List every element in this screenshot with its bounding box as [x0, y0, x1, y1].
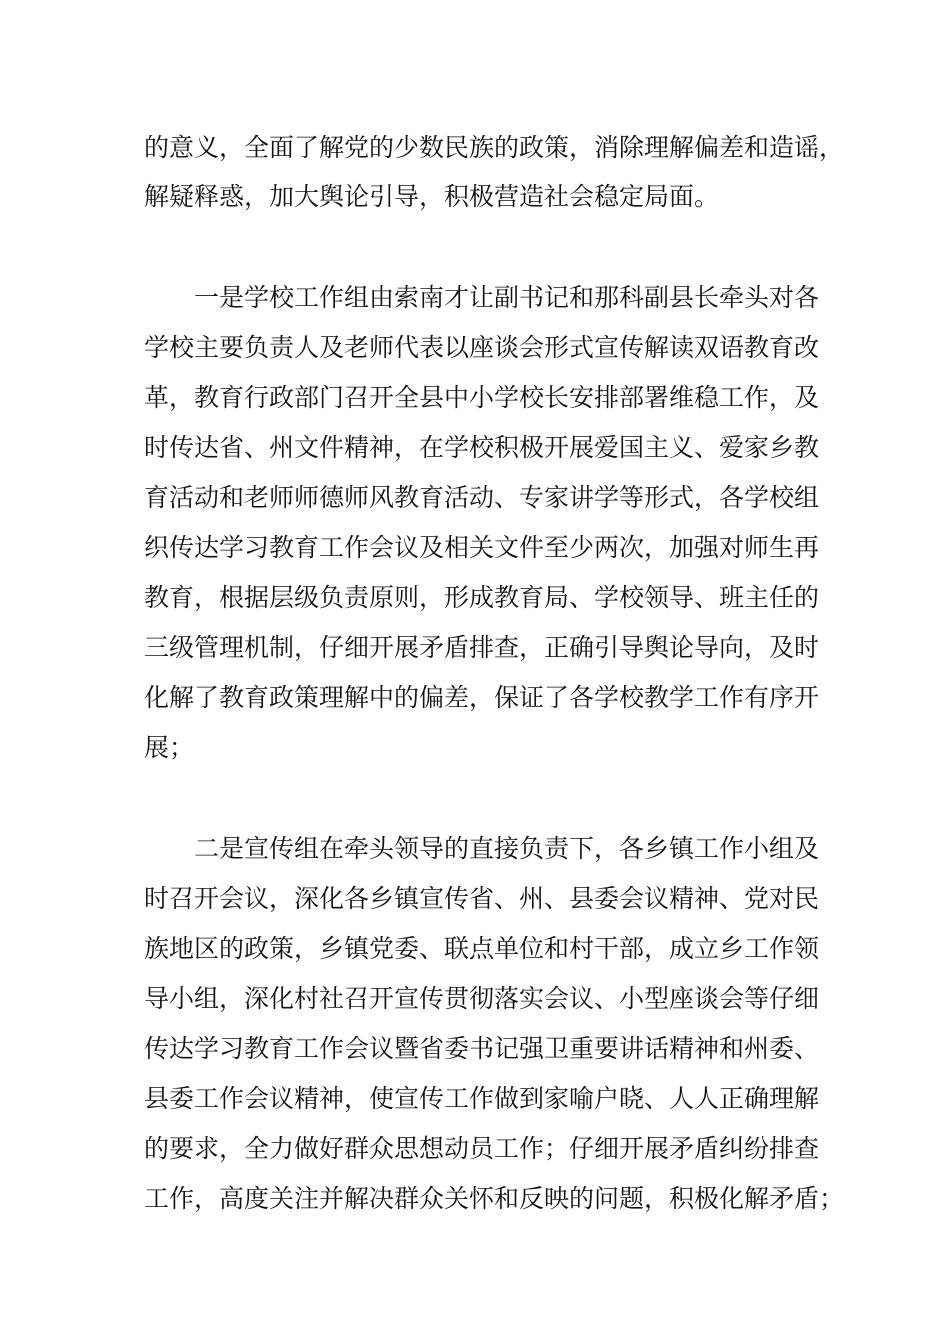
text-line: 革，教育行政部门召开全县中小学校长安排部署维稳工作，及	[144, 383, 820, 412]
text-line: 族地区的政策，乡镇党委、联点单位和村干部，成立乡工作领	[144, 934, 820, 963]
text-line: 化解了教育政策理解中的偏差，保证了各学校教学工作有序开	[144, 683, 820, 712]
text-line: 时召开会议，深化各乡镇宣传省、州、县委会议精神、党对民	[144, 884, 820, 913]
text-line: 教育，根据层级负责原则，形成教育局、学校领导、班主任的	[144, 583, 820, 612]
text-line: 织传达学习教育工作会议及相关文件至少两次，加强对师生再	[144, 533, 820, 562]
text-line: 展；	[144, 733, 195, 762]
text-line: 时传达省、州文件精神，在学校积极开展爱国主义、爱家乡教	[144, 433, 820, 462]
text-line: 解疑释惑，加大舆论引导，积极营造社会稳定局面。	[144, 182, 720, 211]
text-line: 的意义，全面了解党的少数民族的政策，消除理解偏差和造谣，	[144, 133, 845, 162]
text-line: 传达学习教育工作会议暨省委书记强卫重要讲话精神和州委、	[144, 1034, 820, 1063]
text-line: 三级管理机制，仔细开展矛盾排查，正确引导舆论导向，及时	[144, 633, 820, 662]
text-line: 二是宣传组在牵头领导的直接负责下，各乡镇工作小组及	[194, 834, 820, 863]
text-line: 一是学校工作组由索南才让副书记和那科副县长牵头对各	[194, 283, 820, 312]
text-line: 的要求，全力做好群众思想动员工作；仔细开展矛盾纠纷排查	[144, 1134, 820, 1163]
text-line: 县委工作会议精神，使宣传工作做到家喻户晓、人人正确理解	[144, 1084, 820, 1113]
text-line: 工作，高度关注并解决群众关怀和反映的问题，积极化解矛盾；	[144, 1184, 845, 1213]
text-line: 学校主要负责人及老师代表以座谈会形式宣传解读双语教育改	[144, 333, 820, 362]
text-line: 导小组，深化村社召开宣传贯彻落实会议、小型座谈会等仔细	[144, 984, 820, 1013]
text-line: 育活动和老师师德师风教育活动、专家讲学等形式，各学校组	[144, 483, 820, 512]
